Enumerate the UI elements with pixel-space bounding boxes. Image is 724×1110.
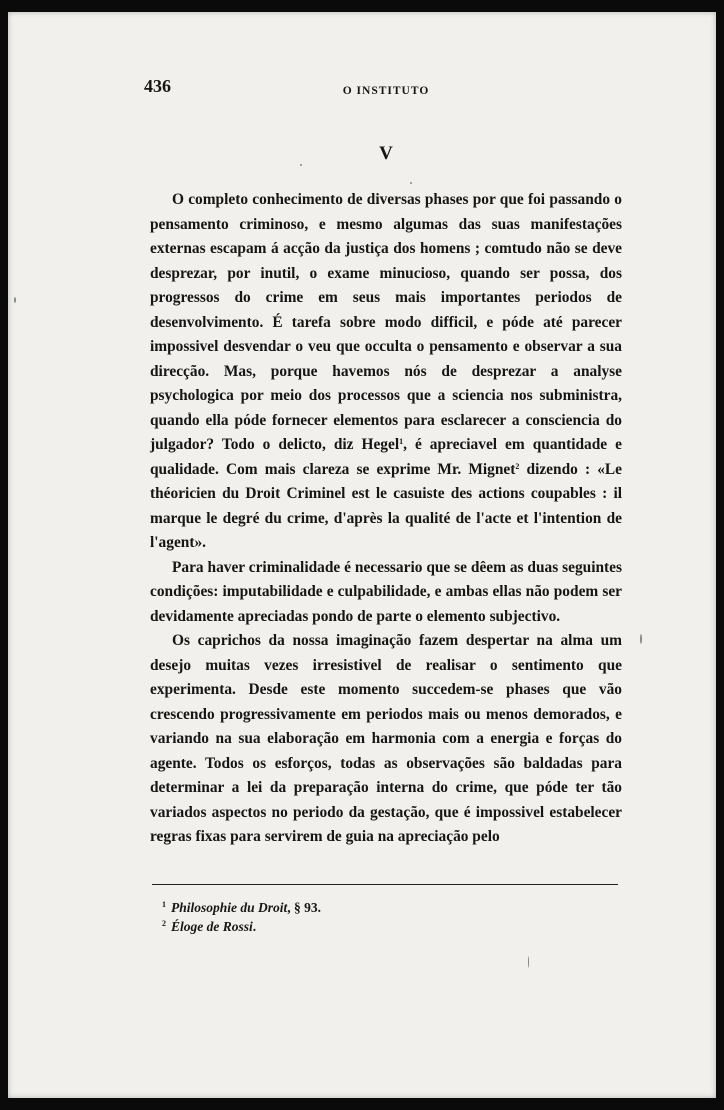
footnote-title: Philosophie du Droit	[171, 900, 288, 915]
scan-speck	[528, 956, 529, 968]
scan-speck	[14, 297, 16, 303]
section-numeral: V	[379, 143, 393, 164]
paragraph: Para haver criminalidade é necessario que se dêem as duas seguintes condições: imputabilidade e culpabilidade, e ambas ellas não podem ser devidamente apreciadas pondo de parte o elemento subjectivo.	[150, 558, 622, 625]
footnote-title: Éloge de Rossi	[171, 919, 253, 934]
footnote: $^1$ Philosophie du Droit, § 93.	[162, 900, 322, 915]
footnote-ref: 1	[399, 437, 404, 446]
footnote-mark: 1	[162, 900, 166, 909]
scan-speck	[640, 634, 642, 644]
paragraph: Os caprichos da nossa imaginação fazem despertar na alma um desejo muitas vezes irresistivel de realisar o sentimento que experimenta. Desde este momento succedem-se phases que vão crescendo progressivamente em periodos mais ou menos demorados, e variando na sua elaboração em harmonia com a energia e forças do agente. Todos os esforços, todas as observações são baldadas para determinar a lei da preparação interna do crime, que póde ter tão variados aspectos no periodo da gestação, que é impossivel estabelecer regras fixas para servirem de guia na apreciação pelo	[150, 632, 622, 845]
footnotes	[162, 898, 622, 936]
scan-speck	[410, 182, 412, 184]
footnote-ref: 2	[515, 461, 520, 471]
footnote-divider	[152, 884, 618, 885]
body-text	[150, 188, 622, 850]
footnote-mark: 2	[162, 919, 166, 928]
page-header	[144, 76, 622, 102]
page-number: 436	[144, 76, 171, 96]
footnote: $^2$ Éloge de Rossi.	[162, 919, 257, 934]
paragraph: O completo conhecimento de diversas phases por que foi passando o pensamento criminoso, e mesmo algumas das suas manifestações externas escapam á acção da justiça dos homens ; comtudo não se deve desprezar, por inutil, o exame minucioso, quando ser possa, dos progressos do crime em seus mais importantes periodos de desenvolvimento. É tarefa sobre modo difficil, e póde até parecer impossivel desvendar o veu que occulta o pensamento e observar a sua direcção. Mas, porque havemos nós de desprezar a analyse psychologica por meio dos processos que a sciencia nos subministra, quando ella póde fornecer elementos para esclarecer a consciencia do julgador? Todo o delicto, diz Hegel$^1$, é apreciavel em quantidade e qualidade. Com mais clareza se exprime Mr. Mignet$^2$ dizendo : «Le théoricien du Droit Criminel est le casuiste des actions coupables : il marque le degré du crime, d'après la qualité de l'acte et l'intention de l'agent».	[150, 191, 622, 551]
running-title: O INSTITUTO	[342, 85, 430, 97]
